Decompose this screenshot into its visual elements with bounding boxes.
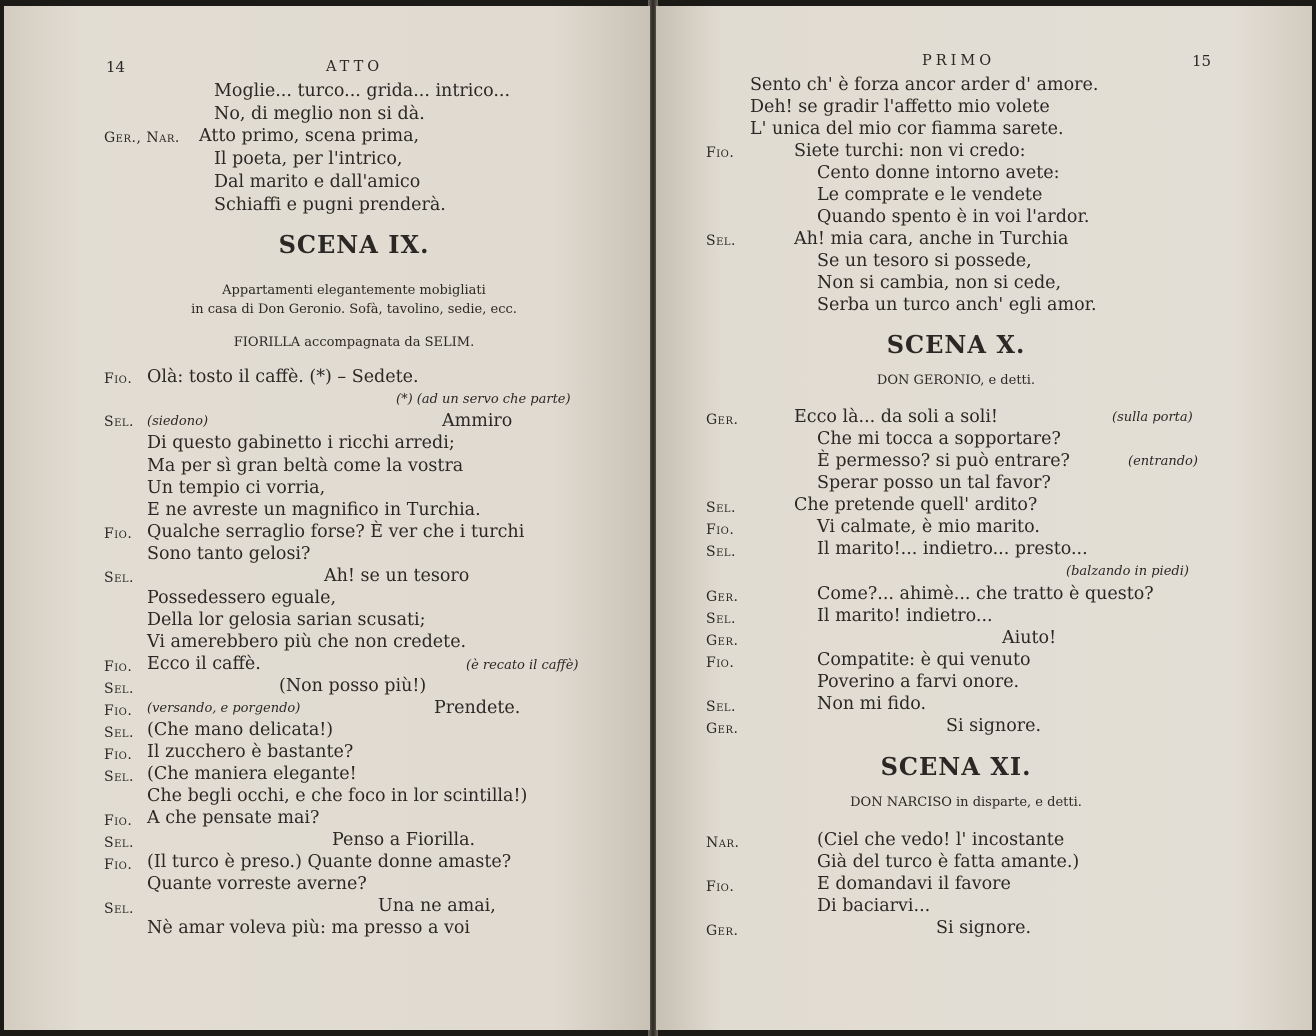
speaker-label: Fio. (104, 747, 133, 763)
speaker-label: Fio. (104, 703, 133, 719)
right-page (656, 6, 1312, 1030)
speaker-label: Ger. (706, 412, 739, 428)
verse-line: Ecco il caffè. (147, 654, 261, 674)
speaker-label: Sel. (104, 835, 134, 851)
speaker-label: Sel. (706, 699, 736, 715)
speaker-label: Nar. (706, 835, 740, 851)
speaker-label: Sel. (104, 570, 134, 586)
verse-line: Il marito! indietro... (817, 606, 993, 626)
verse-line: Ma per sì gran beltà come la vostra (147, 456, 464, 476)
verse-line: Vi calmate, è mio marito. (817, 517, 1040, 537)
speaker-label: Sel. (104, 769, 134, 785)
verse-line: Qualche serraglio forse? È ver che i turchi (147, 522, 525, 542)
verse-line: Le comprate e le vendete (817, 185, 1043, 205)
verse-line: Ecco là... da soli a soli! (794, 407, 998, 427)
speaker-label: Fio. (706, 522, 735, 538)
verse-line: Ah! mia cara, anche in Turchia (794, 229, 1069, 249)
verse-line: A che pensate mai? (147, 808, 320, 828)
speaker-label: Ger. (706, 589, 739, 605)
page-number: 14 (106, 58, 126, 76)
speaker-label: Sel. (104, 725, 134, 741)
verse-line: Di baciarvi... (817, 896, 931, 916)
verse-line: E domandavi il favore (817, 874, 1011, 894)
verse-line: Sono tanto gelosi? (147, 544, 311, 564)
speaker-label: Fio. (104, 526, 133, 542)
speaker-label: Sel. (706, 233, 736, 249)
verse-line: L' unica del mio cor fiamma sarete. (750, 119, 1064, 139)
verse-line: Come?... ahimè... che tratto è questo? (817, 584, 1154, 604)
verse-line: Olà: tosto il caffè. (*) – Sedete. (147, 367, 419, 387)
verse-line: Dal marito e dall'amico (214, 172, 421, 192)
scene-characters: DON GERONIO, e detti. (876, 373, 1036, 388)
verse-line: Quando spento è in voi l'ardor. (817, 207, 1090, 227)
verse-line: Si signore. (936, 918, 1032, 938)
verse-line: Atto primo, scena prima, (199, 126, 420, 146)
speaker-label: Fio. (706, 879, 735, 895)
verse-line: Che begli occhi, e che foco in lor scintilla!) (147, 786, 528, 806)
speaker-label: Ger. (706, 633, 739, 649)
speaker-label: Fio. (104, 659, 133, 675)
page-number: 15 (1192, 52, 1212, 70)
stage-direction: (siedono) (147, 414, 209, 429)
verse-line: Sperar posso un tal favor? (817, 473, 1051, 493)
verse-line: Che mi tocca a sopportare? (817, 429, 1061, 449)
verse-line: Aiuto! (1002, 628, 1057, 648)
stage-direction: (*) (ad un servo che parte) (396, 392, 571, 407)
stage-direction: (balzando in piedi) (1066, 564, 1189, 579)
verse-line: Deh! se gradir l'affetto mio volete (750, 97, 1050, 117)
verse-line: Nè amar voleva più: ma presso a voi (147, 918, 470, 938)
speaker-label: Ger. (706, 721, 739, 737)
verse-line: Prendete. (434, 698, 521, 718)
verse-line: Possedessero eguale, (147, 588, 337, 608)
verse-line: Che pretende quell' ardito? (794, 495, 1038, 515)
scene-characters: FIORILLA accompagnata da SELIM. (233, 335, 475, 350)
speaker-label: Sel. (104, 681, 134, 697)
verse-line: (Non posso più!) (279, 676, 427, 696)
speaker-label: Sel. (706, 611, 736, 627)
speaker-label: Fio. (104, 857, 133, 873)
stage-direction: (versando, e porgendo) (147, 701, 301, 716)
running-header: PRIMO (922, 53, 996, 69)
verse-line: Si signore. (946, 716, 1042, 736)
speaker-label: Fio. (104, 371, 133, 387)
verse-line: Il poeta, per l'intrico, (214, 149, 403, 169)
speaker-label: Sel. (104, 414, 134, 430)
verse-line: (Ciel che vedo! l' incostante (817, 830, 1065, 850)
stage-direction: (sulla porta) (1112, 410, 1193, 425)
verse-line: E ne avreste un magnifico in Turchia. (147, 500, 481, 520)
speaker-label: Fio. (104, 813, 133, 829)
scene-title: SCENA X. (886, 330, 1026, 359)
stage-direction: (è recato il caffè) (466, 658, 579, 673)
verse-line: Non mi fido. (817, 694, 927, 714)
verse-line: Cento donne intorno avete: (817, 163, 1060, 183)
stage-setting: in casa di Don Geronio. Sofà, tavolino, sedie, ecc. (191, 302, 517, 317)
verse-line: Schiaffi e pugni prenderà. (214, 195, 446, 215)
speaker-label: Fio. (706, 655, 735, 671)
speaker-label: Sel. (706, 544, 736, 560)
verse-line: (Che maniera elegante! (147, 764, 357, 784)
left-page (4, 6, 650, 1030)
speaker-label: Ger. (706, 923, 739, 939)
stage-direction: (entrando) (1128, 454, 1198, 469)
verse-line: Un tempio ci vorria, (147, 478, 326, 498)
verse-line: (Che mano delicata!) (147, 720, 334, 740)
verse-line: Di questo gabinetto i ricchi arredi; (147, 433, 455, 453)
running-header: ATTO (326, 59, 384, 75)
verse-line: Della lor gelosia sarian scusati; (147, 610, 426, 630)
verse-line: È permesso? si può entrare? (817, 451, 1070, 471)
verse-line: No, di meglio non si dà. (214, 104, 425, 124)
verse-line: Già del turco è fatta amante.) (817, 852, 1080, 872)
verse-line: Ah! se un tesoro (324, 566, 470, 586)
stage-setting: Appartamenti elegantemente mobigliati (222, 283, 486, 298)
verse-line: Sento ch' è forza ancor arder d' amore. (750, 75, 1099, 95)
verse-line: Serba un turco anch' egli amor. (817, 295, 1097, 315)
verse-line: Quante vorreste averne? (147, 874, 367, 894)
verse-line: Moglie... turco... grida... intrico... (214, 81, 511, 101)
verse-line: Il marito!... indietro... presto... (817, 539, 1088, 559)
verse-line: Ammiro (442, 411, 513, 431)
verse-line: Penso a Fiorilla. (332, 830, 476, 850)
speaker-label: Ger., Nar. (104, 130, 180, 146)
verse-line: Siete turchi: non vi credo: (794, 141, 1026, 161)
verse-line: Non si cambia, non si cede, (817, 273, 1062, 293)
scene-title: SCENA XI. (880, 752, 1032, 781)
verse-line: Vi amerebbero più che non credete. (147, 632, 467, 652)
speaker-label: Sel. (706, 500, 736, 516)
verse-line: (Il turco è preso.) Quante donne amaste? (147, 852, 512, 872)
verse-line: Poverino a farvi onore. (817, 672, 1020, 692)
scene-characters: DON NARCISO in disparte, e detti. (850, 795, 1082, 810)
scene-title: SCENA IX. (278, 230, 430, 259)
verse-line: Compatite: è qui venuto (817, 650, 1031, 670)
speaker-label: Sel. (104, 901, 134, 917)
verse-line: Il zucchero è bastante? (147, 742, 354, 762)
speaker-label: Fio. (706, 145, 735, 161)
verse-line: Se un tesoro si possede, (817, 251, 1032, 271)
verse-line: Una ne amai, (378, 896, 496, 916)
